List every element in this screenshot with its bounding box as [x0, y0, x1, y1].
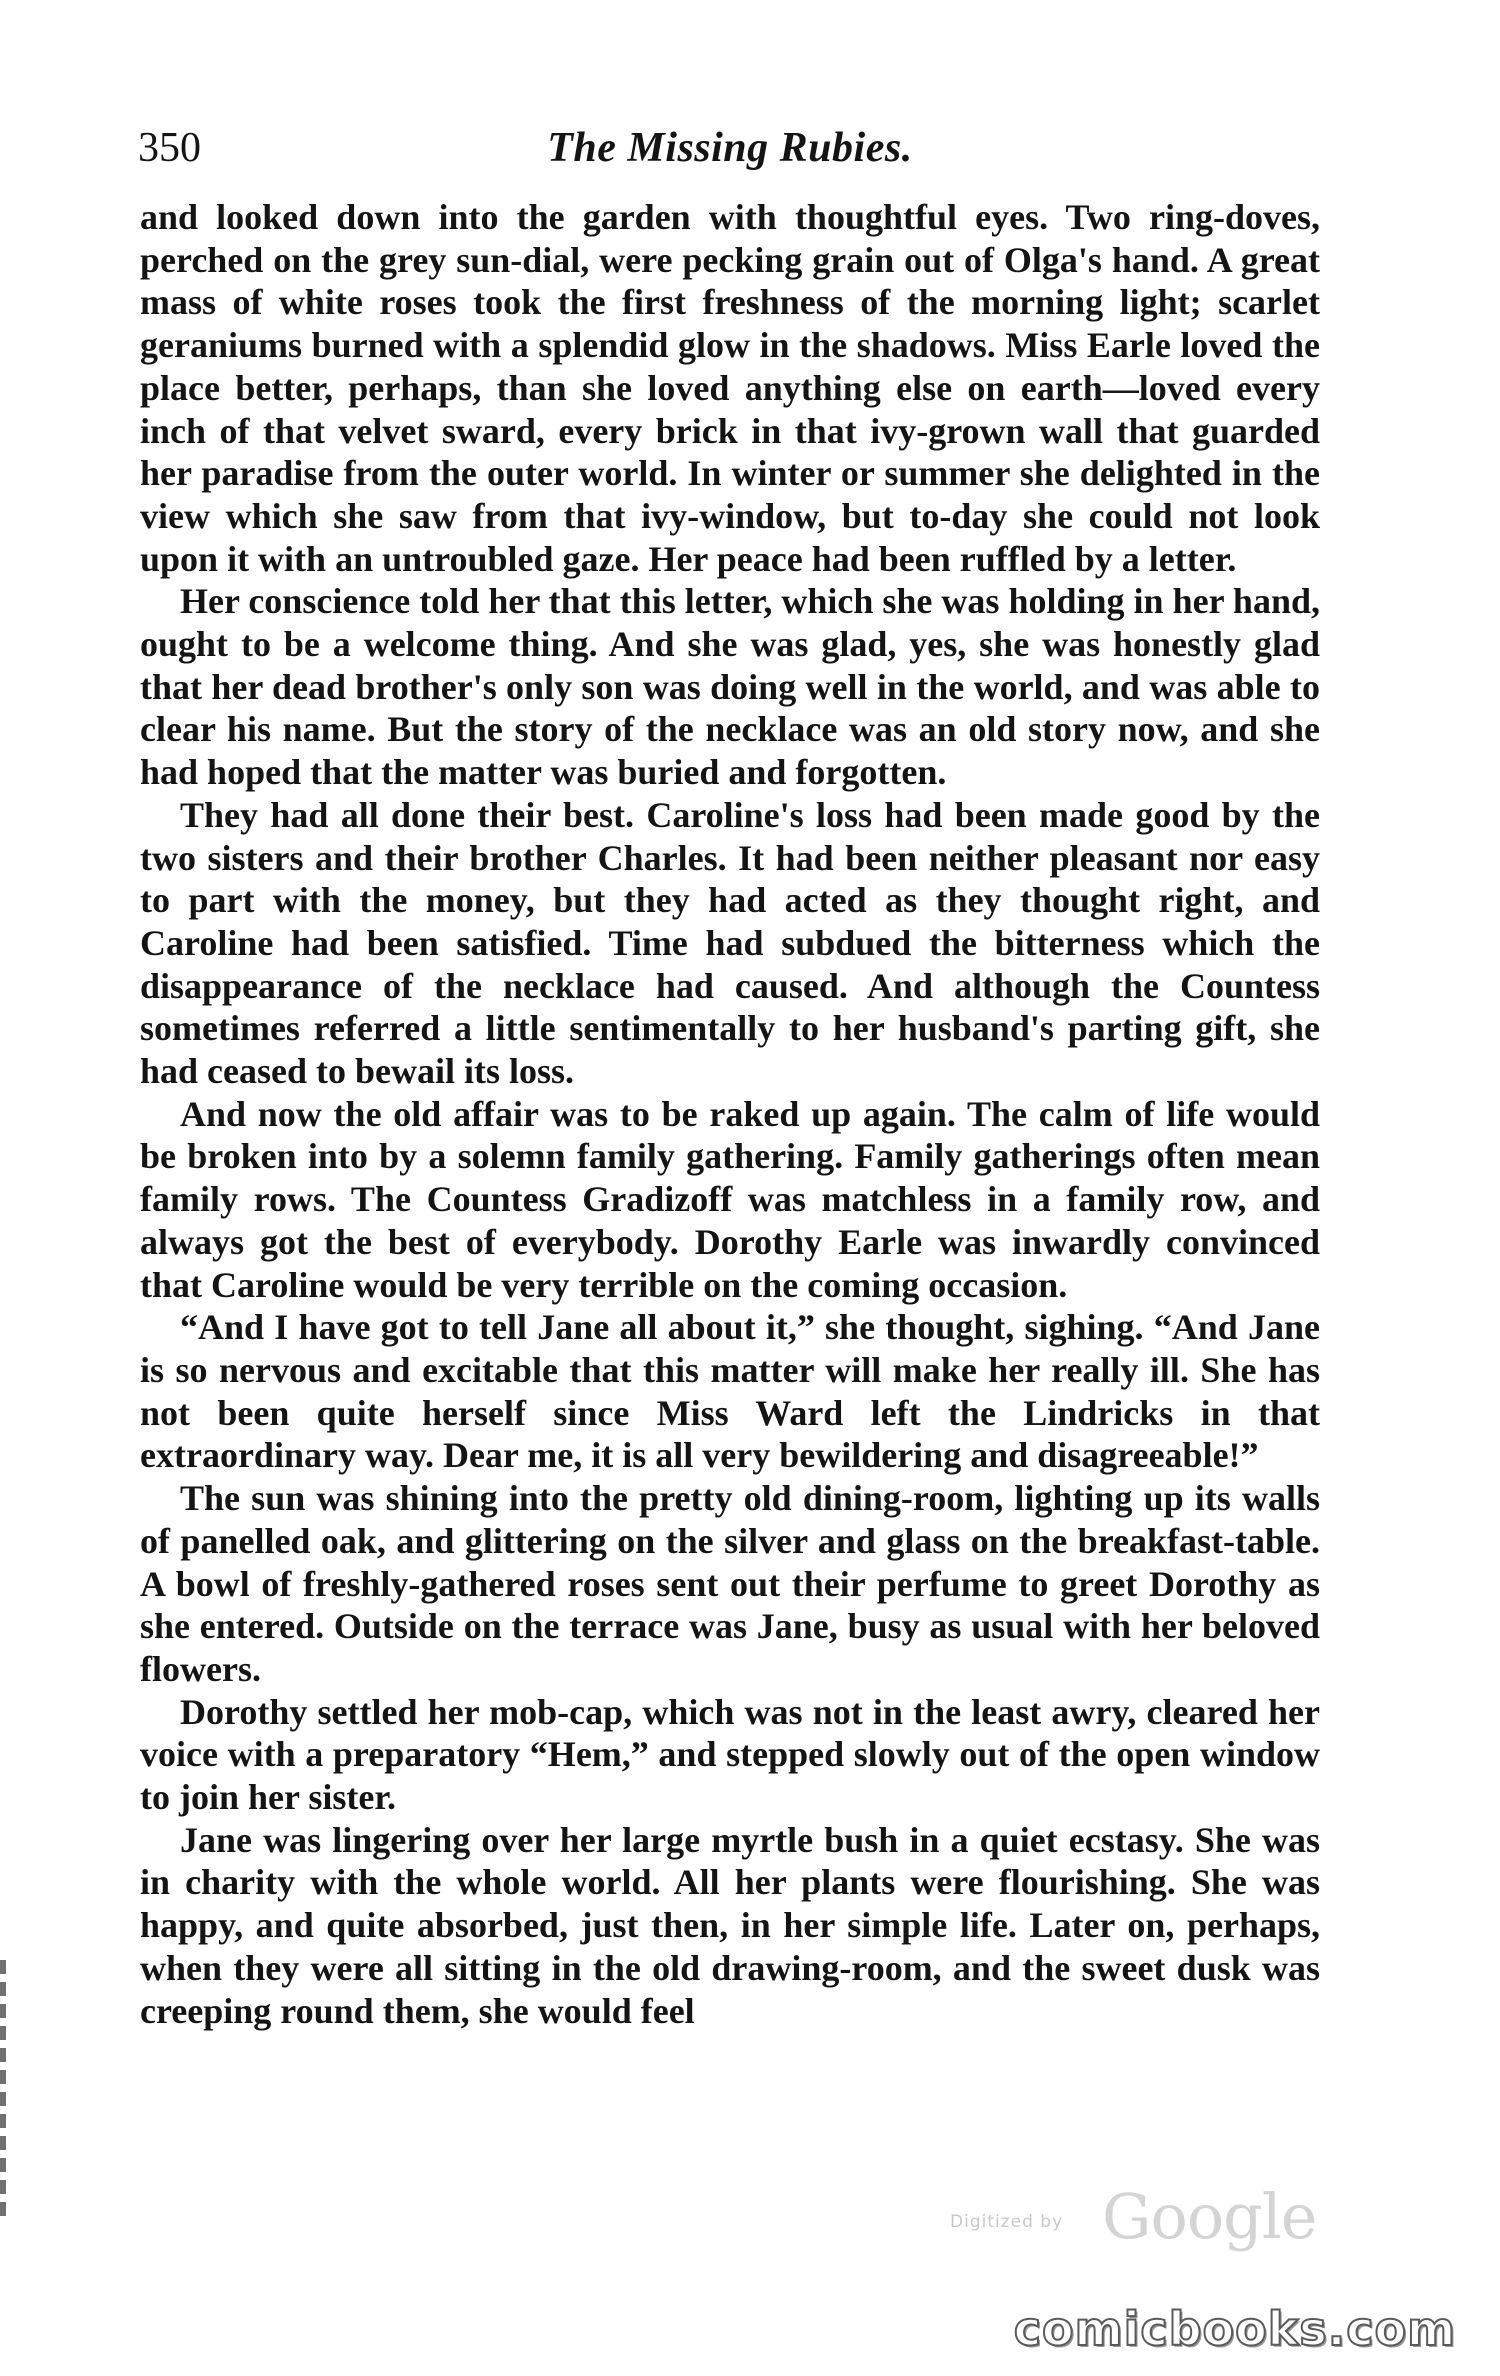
source-watermark: comicbooks.com: [1013, 2302, 1456, 2356]
paragraph: And now the old affair was to be raked up again. The calm of life would be broken into by a solemn family gathering. Family gatherings often mean family rows. The Countess Gradizoff was matchless in a family row, and always got the best of everybody. Dorothy Earle was inwardly convinced that Caroline would be very terrible on the coming occasion.: [140, 1093, 1320, 1305]
page-number: 350: [138, 125, 201, 171]
paragraph: Jane was lingering over her large myrtle bush in a quiet ecstasy. She was in charity with the whole world. All her plants were flourishing. She was happy, and quite absorbed, just then, in her simple life. Later on, perhaps, when they were all sitting in the old drawing-room, and the sweet dusk was creeping round them, she would feel: [140, 1819, 1320, 2031]
running-title: The Missing Rubies.: [547, 125, 913, 171]
page-header: [138, 118, 1322, 178]
paragraph: They had all done their best. Caroline's loss had been made good by the two sisters and their brother Charles. It had been neither pleasant nor easy to part with the money, but they had acted as they thought right, and Caroline had been satisfied. Time had subdued the bitterness which the disappearance of the necklace had caused. And although the Countess sometimes referred a little sentimentally to her husband's parting gift, she had ceased to bewail its loss.: [140, 794, 1320, 1092]
google-watermark: Google: [1102, 2180, 1317, 2253]
paragraph: Her conscience told her that this letter, which she was holding in her hand, ought to be a welcome thing. And she was glad, yes, she was honestly glad that her dead brother's only son was doing well in the world, and was able to clear his name. But the story of the necklace was an old story now, and she had hoped that the matter was buried and forgotten.: [140, 581, 1320, 793]
paragraph: Dorothy settled her mob-cap, which was not in the least awry, cleared her voice with a preparatory “Hem,” and stepped slowly out of the open window to join her sister.: [140, 1691, 1320, 1818]
body-text: [140, 196, 1320, 2032]
paragraph: and looked down into the garden with thoughtful eyes. Two ring-doves, perched on the grey sun-dial, were pecking grain out of Olga's hand. A great mass of white roses took the first freshness of the morning light; scarlet geraniums burned with a splendid glow in the shadows. Miss Earle loved the place better, perhaps, than she loved anything else on earth—loved every inch of that velvet sward, every brick in that ivy-grown wall that guarded her paradise from the outer world. In winter or summer she delighted in the view which she saw from that ivy-window, but to-day she could not look upon it with an untroubled gaze. Her peace had been ruffled by a letter.: [140, 197, 1320, 579]
digitized-by-watermark: Digitized by: [950, 2212, 1064, 2232]
page-edge-binding: [0, 1960, 6, 2220]
paragraph: The sun was shining into the pretty old dining-room, lighting up its walls of panelled oak, and glittering on the silver and glass on the breakfast-table. A bowl of freshly-gathered roses sent out their perfume to greet Dorothy as she entered. Outside on the terrace was Jane, busy as usual with her beloved flowers.: [140, 1478, 1320, 1689]
paragraph: “And I have got to tell Jane all about it,” she thought, sighing. “And Jane is so nervous and excitable that this matter will make her really ill. She has not been quite herself since Miss Ward left the Lindricks in that extraordinary way. Dear me, it is all very bewildering and disagreeable!”: [140, 1307, 1320, 1476]
